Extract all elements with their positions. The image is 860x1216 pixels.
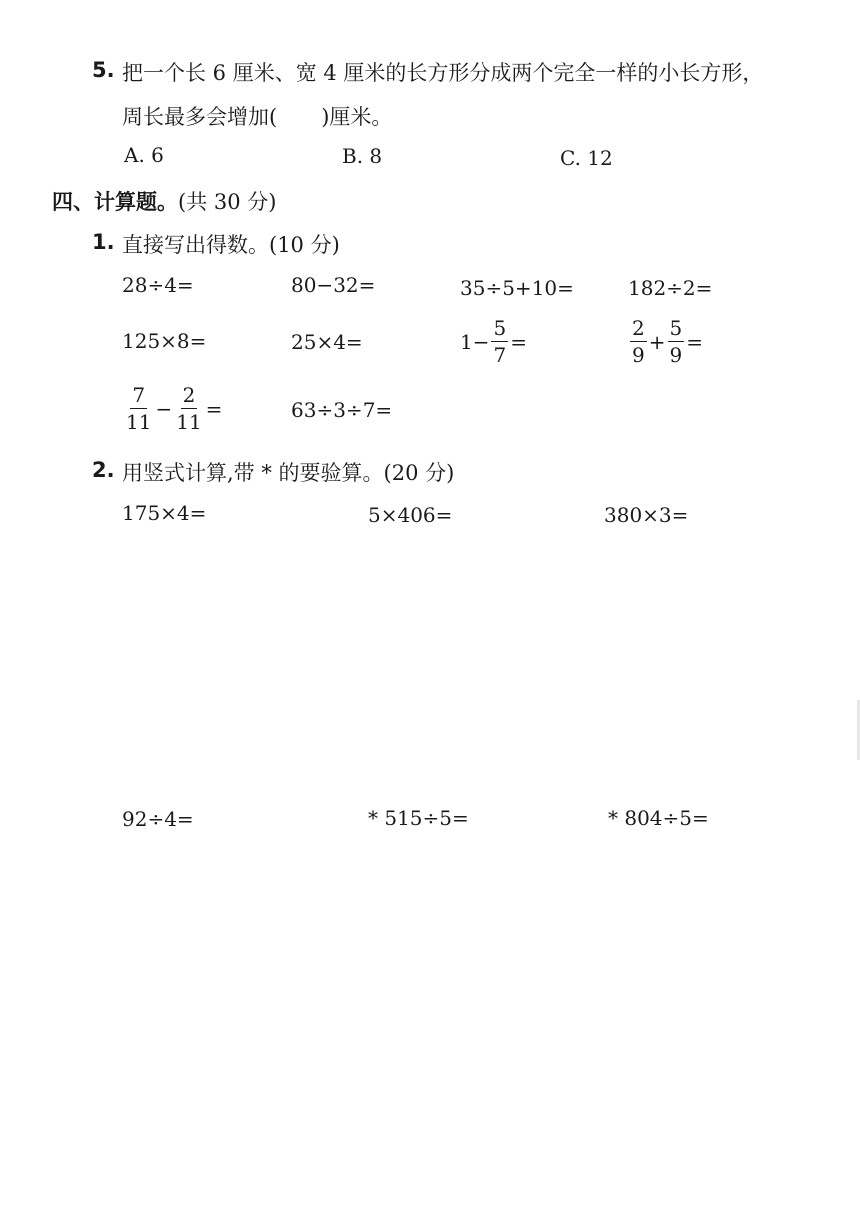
question-5-line-2 bbox=[122, 101, 392, 131]
section-4-score: (共 30 分) bbox=[178, 190, 277, 214]
fraction-numerator: 5 bbox=[669, 316, 683, 340]
question-5-line-1: 把一个长 6 厘米、宽 4 厘米的长方形分成两个完全一样的小长方形， bbox=[122, 61, 764, 85]
vertical-calc-1: 175×4= bbox=[122, 501, 207, 525]
expression-8 bbox=[628, 318, 703, 365]
vertical-calc-4: 92÷4= bbox=[122, 807, 194, 831]
expression-3: 35÷5+10= bbox=[460, 276, 574, 300]
sub-question-1-title: 直接写出得数。(10 分) bbox=[122, 233, 340, 257]
expression-10: 63÷3÷7= bbox=[291, 398, 393, 422]
expression-7 bbox=[460, 318, 527, 365]
fraction-denominator: 9 bbox=[632, 343, 645, 367]
equals-sign: = bbox=[205, 396, 223, 421]
vertical-calc-6: * 804÷5= bbox=[608, 806, 709, 830]
equals-sign: = bbox=[686, 329, 703, 354]
fraction-denominator: 7 bbox=[493, 343, 507, 367]
operator: + bbox=[648, 329, 666, 354]
fraction-numerator: 5 bbox=[493, 316, 507, 340]
fraction bbox=[668, 318, 685, 365]
expression-9 bbox=[122, 385, 222, 432]
vertical-calc-5: * 515÷5= bbox=[368, 806, 469, 830]
section-4-heading bbox=[52, 186, 276, 216]
expression-2: 80−32= bbox=[291, 273, 376, 297]
expression-6: 25×4= bbox=[291, 330, 363, 354]
sub-question-2-title: 用竖式计算,带 * 的要验算。(20 分) bbox=[122, 461, 455, 485]
fraction bbox=[491, 318, 508, 365]
fraction-denominator: 9 bbox=[669, 343, 683, 367]
vertical-calc-2: 5×406= bbox=[368, 503, 453, 527]
expression-4: 182÷2= bbox=[628, 276, 713, 300]
option-c[interactable]: C. 12 bbox=[560, 146, 613, 170]
fraction bbox=[630, 318, 647, 365]
vertical-calc-3: 380×3= bbox=[604, 503, 689, 527]
fraction-numerator: 7 bbox=[132, 383, 146, 407]
operator: − bbox=[155, 396, 173, 421]
expression-7-prefix: 1− bbox=[460, 329, 490, 354]
fraction bbox=[124, 385, 153, 432]
question-5-stem-after-blank: )厘米。 bbox=[321, 105, 393, 129]
question-5-number: 5. bbox=[92, 58, 115, 82]
fraction-denominator: 11 bbox=[176, 410, 202, 434]
question-5-stem-before-blank: 周长最多会增加( bbox=[122, 105, 278, 129]
expression-5: 125×8= bbox=[122, 329, 207, 353]
fraction-denominator: 11 bbox=[126, 410, 152, 434]
fraction-numerator: 2 bbox=[182, 383, 196, 407]
option-b[interactable]: B. 8 bbox=[342, 144, 383, 168]
fraction-numerator: 2 bbox=[632, 316, 645, 340]
sub-question-1-number: 1. bbox=[92, 230, 115, 254]
section-4-title: 四、计算题。 bbox=[52, 190, 178, 214]
option-a[interactable]: A. 6 bbox=[124, 143, 164, 167]
fraction bbox=[174, 385, 203, 432]
expression-1: 28÷4= bbox=[122, 273, 194, 297]
equals-sign: = bbox=[510, 329, 527, 354]
sub-question-2-number: 2. bbox=[92, 458, 115, 482]
